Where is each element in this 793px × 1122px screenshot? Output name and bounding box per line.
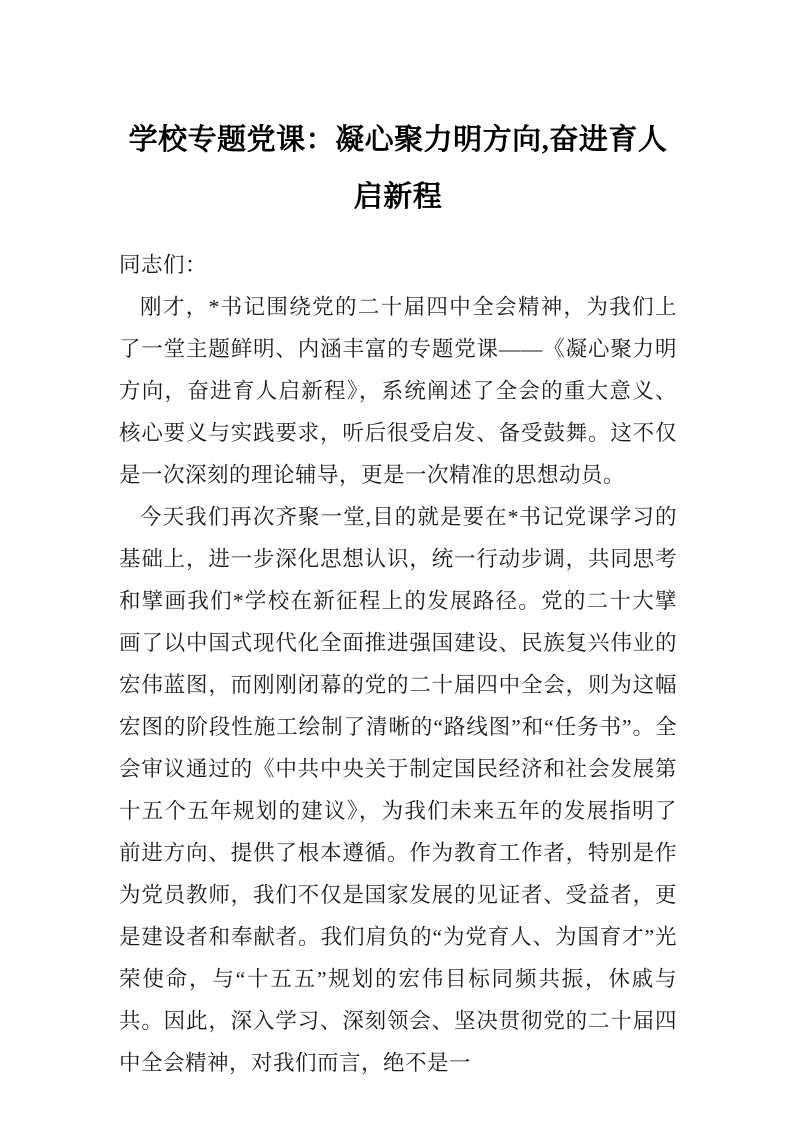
document-title: 学校专题党课：凝心聚力明方向,奋进育人启新程: [128, 124, 668, 213]
body-paragraph-1: 刚才，*书记围绕党的二十届四中全会精神，为我们上了一堂主题鲜明、内涵丰富的专题党课——《凝心聚力明方向，奋进育人启新程》，系统阐述了全会的重大意义、核心要义与实践要求，听后很受启发、备受鼓舞。这不仅是一次深刻的理论辅导，更是一次精准的思想动员。: [119, 295, 677, 487]
salutation-line: 同志们：: [119, 253, 208, 277]
body-paragraph-2: 今天我们再次齐聚一堂,目的就是要在*书记党课学习的基础上，进一步深化思想认识，统一行动步调，共同思考和擘画我们*学校在新征程上的发展路径。党的二十大擘画了以中国式现代化全面推进强国建设、民族复兴伟业的宏伟蓝图，而刚刚闭幕的党的二十届四中全会，则为这幅宏图的阶段性施工绘制了清晰的“路线图”和“任务书”。全会审议通过的《中共中央关于制定国民经济和社会发展第十五个五年规划的建议》，为我们未来五年的发展指明了前进方向、提供了根本遵循。作为教育工作者，特别是作为党员教师，我们不仅是国家发展的见证者、受益者，更是建设者和奉献者。我们肩负的“为党育人、为国育才”光荣使命，与“十五五”规划的宏伟目标同频共振，休戚与共。因此，深入学习、深刻领会、坚决贯彻党的二十届四中全会精神，对我们而言，绝不是一: [119, 505, 677, 1075]
